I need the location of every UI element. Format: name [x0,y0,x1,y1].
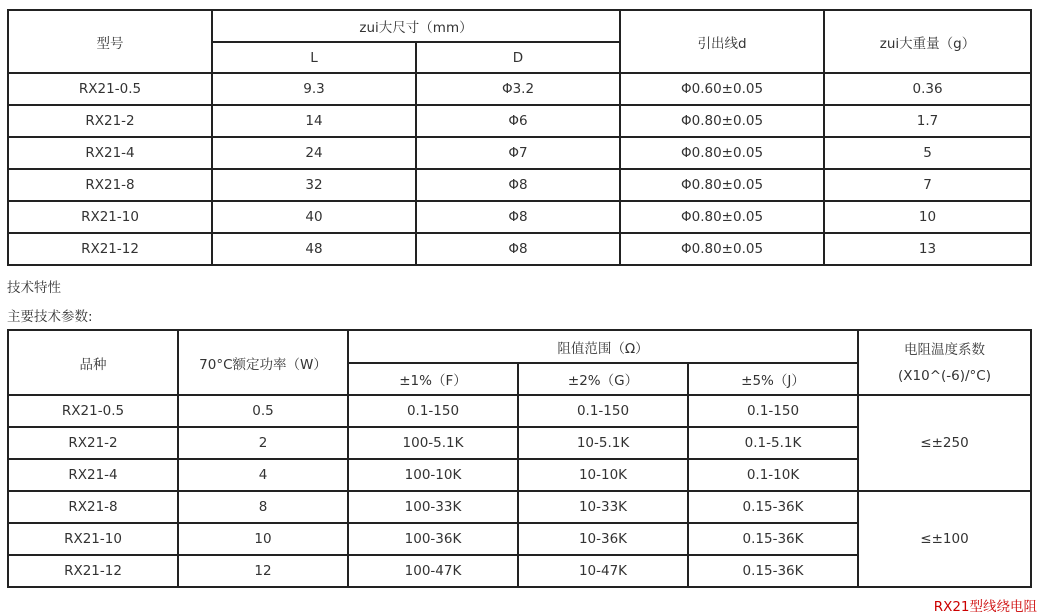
header-variety: 品种 [8,330,178,395]
cell-coefficient: ≤±100 [858,491,1031,587]
cell-range-g: 10-47K [518,555,688,587]
cell-lead: Φ0.60±0.05 [620,73,824,105]
cell-range-j: 0.15-36K [688,555,858,587]
cell-range-j: 0.1-5.1K [688,427,858,459]
cell-model: RX21-2 [8,105,212,137]
cell-model: RX21-12 [8,555,178,587]
table-row [8,233,1031,265]
section-subtitle: 主要技术参数: [7,309,93,325]
cell-lead: Φ0.80±0.05 [620,105,824,137]
cell-range-j: 0.15-36K [688,491,858,523]
cell-lead: Φ0.80±0.05 [620,137,824,169]
cell-range-j: 0.1-150 [688,395,858,427]
cell-model: RX21-10 [8,201,212,233]
cell-lead: Φ0.80±0.05 [620,169,824,201]
cell-model: RX21-10 [8,523,178,555]
cell-model: RX21-4 [8,137,212,169]
cell-weight: 1.7 [824,105,1031,137]
cell-range-g: 0.1-150 [518,395,688,427]
cell-model: RX21-12 [8,233,212,265]
cell-length: 14 [212,105,416,137]
header-resistance-range: 阻值范围（Ω） [348,330,858,363]
cell-diameter: Φ8 [416,201,620,233]
cell-model: RX21-2 [8,427,178,459]
cell-power: 10 [178,523,348,555]
header-rated-power: 70°C额定功率（W） [178,330,348,395]
image-caption: RX21型线绕电阻 [933,599,1037,615]
cell-range-f: 100-47K [348,555,518,587]
cell-length: 48 [212,233,416,265]
cell-model: RX21-8 [8,491,178,523]
table-row [8,395,1031,427]
cell-range-f: 100-33K [348,491,518,523]
table-row [8,105,1031,137]
table-row [8,73,1031,105]
coefficient-unit: (X10^(-6)/°C) [898,367,991,384]
cell-length: 24 [212,137,416,169]
cell-model: RX21-8 [8,169,212,201]
cell-length: 40 [212,201,416,233]
coefficient-label: 电阻温度系数 [904,341,985,358]
cell-weight: 7 [824,169,1031,201]
header-lead: 引出线d [620,10,824,73]
cell-range-f: 100-10K [348,459,518,491]
header-tolerance-g: ±2%（G） [518,363,688,395]
header-max-size: zui大尺寸（mm） [212,10,620,42]
cell-power: 0.5 [178,395,348,427]
cell-weight: 5 [824,137,1031,169]
cell-range-j: 0.1-10K [688,459,858,491]
cell-power: 2 [178,427,348,459]
header-tolerance-j: ±5%（J） [688,363,858,395]
cell-diameter: Φ3.2 [416,73,620,105]
cell-weight: 10 [824,201,1031,233]
header-temperature-coefficient [858,330,1031,395]
cell-range-g: 10-5.1K [518,427,688,459]
cell-coefficient: ≤±250 [858,395,1031,491]
header-tolerance-f: ±1%（F） [348,363,518,395]
cell-diameter: Φ7 [416,137,620,169]
cell-diameter: Φ6 [416,105,620,137]
section-title: 技术特性 [7,280,61,296]
header-model: 型号 [8,10,212,73]
table-row [8,201,1031,233]
cell-range-g: 10-10K [518,459,688,491]
table-row [8,137,1031,169]
cell-lead: Φ0.80±0.05 [620,233,824,265]
header-length: L [212,42,416,73]
parameters-table [7,329,1032,588]
cell-range-f: 100-5.1K [348,427,518,459]
table-row [8,169,1031,201]
header-max-weight: zui大重量（g） [824,10,1031,73]
dimensions-table [7,9,1032,266]
cell-model: RX21-4 [8,459,178,491]
cell-power: 12 [178,555,348,587]
cell-range-g: 10-33K [518,491,688,523]
header-diameter: D [416,42,620,73]
cell-weight: 0.36 [824,73,1031,105]
cell-power: 8 [178,491,348,523]
cell-range-j: 0.15-36K [688,523,858,555]
cell-model: RX21-0.5 [8,395,178,427]
cell-length: 9.3 [212,73,416,105]
cell-range-f: 0.1-150 [348,395,518,427]
cell-lead: Φ0.80±0.05 [620,201,824,233]
cell-range-g: 10-36K [518,523,688,555]
cell-diameter: Φ8 [416,169,620,201]
cell-power: 4 [178,459,348,491]
cell-weight: 13 [824,233,1031,265]
cell-diameter: Φ8 [416,233,620,265]
table-row [8,491,1031,523]
cell-range-f: 100-36K [348,523,518,555]
cell-length: 32 [212,169,416,201]
cell-model: RX21-0.5 [8,73,212,105]
